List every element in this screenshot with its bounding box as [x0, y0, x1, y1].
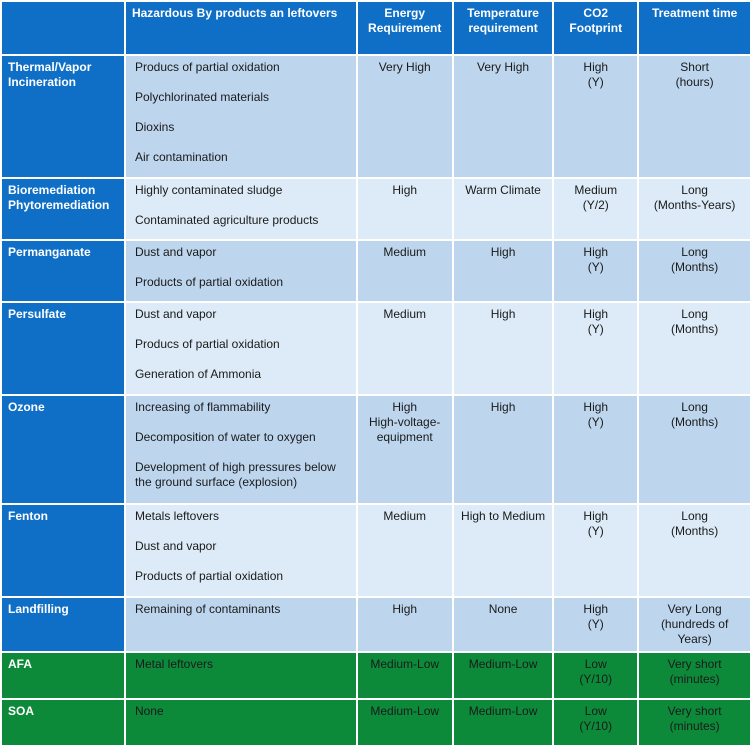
hazards-cell — [126, 241, 356, 301]
co2-cell — [554, 505, 637, 596]
header-corner-cell — [2, 2, 124, 54]
co2-factor: (Y/10) — [579, 672, 613, 686]
hazard-item: Decomposition of water to oxygen — [134, 430, 316, 444]
co2-value: High — [583, 602, 609, 616]
energy-value: Medium — [383, 245, 427, 259]
co2-value: High — [583, 60, 609, 74]
energy-cell — [358, 700, 452, 745]
hazards-cell — [126, 598, 356, 651]
method-label: Incineration — [8, 75, 77, 89]
method-cell — [2, 653, 124, 698]
co2-cell — [554, 303, 637, 394]
temperature-value: High — [490, 245, 516, 259]
time-cell — [639, 179, 750, 239]
method-cell — [2, 56, 124, 177]
co2-factor: (Y) — [587, 260, 604, 274]
table-row — [2, 396, 750, 503]
time-cell — [639, 598, 750, 651]
time-detail: (Months) — [670, 415, 719, 429]
method-label: SOA — [8, 704, 35, 718]
hazard-item: Increasing of flammability — [134, 400, 271, 414]
table-row — [2, 303, 750, 394]
hazards-cell — [126, 179, 356, 239]
energy-detail: High-voltage- — [369, 415, 441, 429]
method-label: Permanganate — [8, 245, 91, 259]
energy-value: Medium — [383, 307, 427, 321]
co2-cell — [554, 56, 637, 177]
energy-value: High — [392, 183, 418, 197]
temperature-cell — [454, 396, 552, 503]
temperature-value: Medium-Low — [468, 704, 538, 718]
time-detail: (minutes) — [669, 719, 720, 733]
method-label: Thermal/Vapor — [8, 60, 92, 74]
energy-cell — [358, 179, 452, 239]
time-detail: (Months) — [670, 322, 719, 336]
header-energy: Energy Requirement — [358, 2, 452, 54]
co2-factor: (Y) — [587, 322, 604, 336]
co2-factor: (Y) — [587, 524, 604, 538]
header-hazards: Hazardous By products an leftovers — [126, 2, 356, 54]
table-row — [2, 241, 750, 301]
hazard-item: Air contamination — [134, 150, 228, 164]
temperature-cell — [454, 700, 552, 745]
table-row — [2, 505, 750, 596]
co2-value: High — [583, 509, 609, 523]
method-cell — [2, 396, 124, 503]
time-cell — [639, 700, 750, 745]
table-row — [2, 598, 750, 651]
energy-cell — [358, 505, 452, 596]
method-cell — [2, 303, 124, 394]
co2-cell — [554, 179, 637, 239]
hazards-cell — [126, 303, 356, 394]
temperature-value: None — [488, 602, 518, 616]
time-value: Very short — [667, 704, 722, 718]
hazard-item: Remaining of contaminants — [134, 602, 281, 616]
time-value: Short — [680, 60, 709, 74]
energy-detail: equipment — [376, 430, 433, 444]
energy-value: Medium-Low — [370, 704, 440, 718]
energy-cell — [358, 56, 452, 177]
hazard-item: Polychlorinated materials — [134, 90, 270, 104]
time-detail: (hours) — [675, 75, 714, 89]
time-cell — [639, 505, 750, 596]
energy-cell — [358, 396, 452, 503]
hazard-item: Dust and vapor — [134, 245, 217, 259]
energy-value: High — [392, 400, 418, 414]
co2-cell — [554, 653, 637, 698]
time-cell — [639, 56, 750, 177]
hazard-item: None — [134, 704, 164, 718]
co2-factor: (Y/2) — [582, 198, 609, 212]
hazard-item: Dust and vapor — [134, 539, 217, 553]
hazard-item: Metals leftovers — [134, 509, 219, 523]
method-label: Bioremediation — [8, 183, 96, 197]
energy-value: Medium-Low — [370, 657, 440, 671]
temperature-value: Medium-Low — [468, 657, 538, 671]
temperature-value: High to Medium — [461, 509, 546, 523]
hazard-item: Dioxins — [134, 120, 175, 134]
method-cell — [2, 241, 124, 301]
header-temperature: Temperature requirement — [454, 2, 552, 54]
co2-value: Low — [584, 657, 607, 671]
co2-factor: (Y/10) — [579, 719, 613, 733]
temperature-cell — [454, 56, 552, 177]
energy-cell — [358, 241, 452, 301]
hazard-item: Producs of partial oxidation — [134, 60, 280, 74]
time-value: Very Long — [667, 602, 722, 616]
temperature-cell — [454, 598, 552, 651]
hazards-cell — [126, 653, 356, 698]
energy-value: Very High — [378, 60, 431, 74]
temperature-cell — [454, 303, 552, 394]
time-value: Long — [681, 183, 708, 197]
hazard-item: Products of partial oxidation — [134, 569, 284, 583]
energy-cell — [358, 598, 452, 651]
method-label: Fenton — [8, 509, 48, 523]
time-detail: (Months) — [670, 524, 719, 538]
hazard-item: Producs of partial oxidation — [134, 337, 280, 351]
time-value: Long — [681, 245, 708, 259]
header-treatment-time: Treatment time — [639, 2, 750, 54]
temperature-value: High — [490, 307, 516, 321]
energy-value: Medium — [383, 509, 427, 523]
co2-cell — [554, 700, 637, 745]
table-row — [2, 700, 750, 745]
temperature-cell — [454, 179, 552, 239]
co2-factor: (Y) — [587, 415, 604, 429]
temperature-cell — [454, 241, 552, 301]
method-cell — [2, 505, 124, 596]
time-value: Long — [681, 307, 708, 321]
method-cell — [2, 598, 124, 651]
co2-factor: (Y) — [587, 617, 604, 631]
time-detail: (Months) — [670, 260, 719, 274]
time-value: Long — [681, 400, 708, 414]
time-value: Long — [681, 509, 708, 523]
hazards-cell — [126, 700, 356, 745]
time-cell — [639, 303, 750, 394]
table-row — [2, 56, 750, 177]
method-cell — [2, 179, 124, 239]
method-cell — [2, 700, 124, 745]
temperature-cell — [454, 653, 552, 698]
hazard-item: Products of partial oxidation — [134, 275, 284, 289]
co2-factor: (Y) — [587, 75, 604, 89]
time-cell — [639, 653, 750, 698]
co2-value: High — [583, 245, 609, 259]
temperature-value: High — [490, 400, 516, 414]
hazards-cell — [126, 505, 356, 596]
co2-cell — [554, 598, 637, 651]
method-label: AFA — [8, 657, 32, 671]
hazards-cell — [126, 56, 356, 177]
hazards-cell — [126, 396, 356, 503]
temperature-value: Warm Climate — [465, 183, 541, 197]
table-row — [2, 179, 750, 239]
co2-value: Medium — [574, 183, 618, 197]
hazard-item: Generation of Ammonia — [134, 367, 262, 381]
hazard-item: Dust and vapor — [134, 307, 217, 321]
co2-value: High — [583, 400, 609, 414]
time-cell — [639, 396, 750, 503]
energy-value: High — [392, 602, 418, 616]
co2-cell — [554, 241, 637, 301]
method-label: Landfilling — [8, 602, 69, 616]
method-label: Phytoremediation — [8, 198, 110, 212]
time-cell — [639, 241, 750, 301]
method-label: Ozone — [8, 400, 45, 414]
co2-cell — [554, 396, 637, 503]
time-detail: (minutes) — [669, 672, 720, 686]
hazard-item: Metal leftovers — [134, 657, 213, 671]
energy-cell — [358, 303, 452, 394]
table-row — [2, 653, 750, 698]
co2-value: Low — [584, 704, 607, 718]
time-detail: (Months-Years) — [653, 198, 736, 212]
header-row — [2, 2, 750, 54]
co2-value: High — [583, 307, 609, 321]
temperature-value: Very High — [477, 60, 530, 74]
time-detail: (hundreds of Years) — [660, 617, 729, 646]
hazard-item: Development of high pressures below the ground surface (explosion) — [134, 460, 336, 489]
hazard-item: Highly contaminated sludge — [134, 183, 283, 197]
energy-cell — [358, 653, 452, 698]
time-value: Very short — [667, 657, 722, 671]
header-co2: CO2 Footprint — [554, 2, 637, 54]
hazard-item: Contaminated agriculture products — [134, 213, 319, 227]
temperature-cell — [454, 505, 552, 596]
method-label: Persulfate — [8, 307, 67, 321]
